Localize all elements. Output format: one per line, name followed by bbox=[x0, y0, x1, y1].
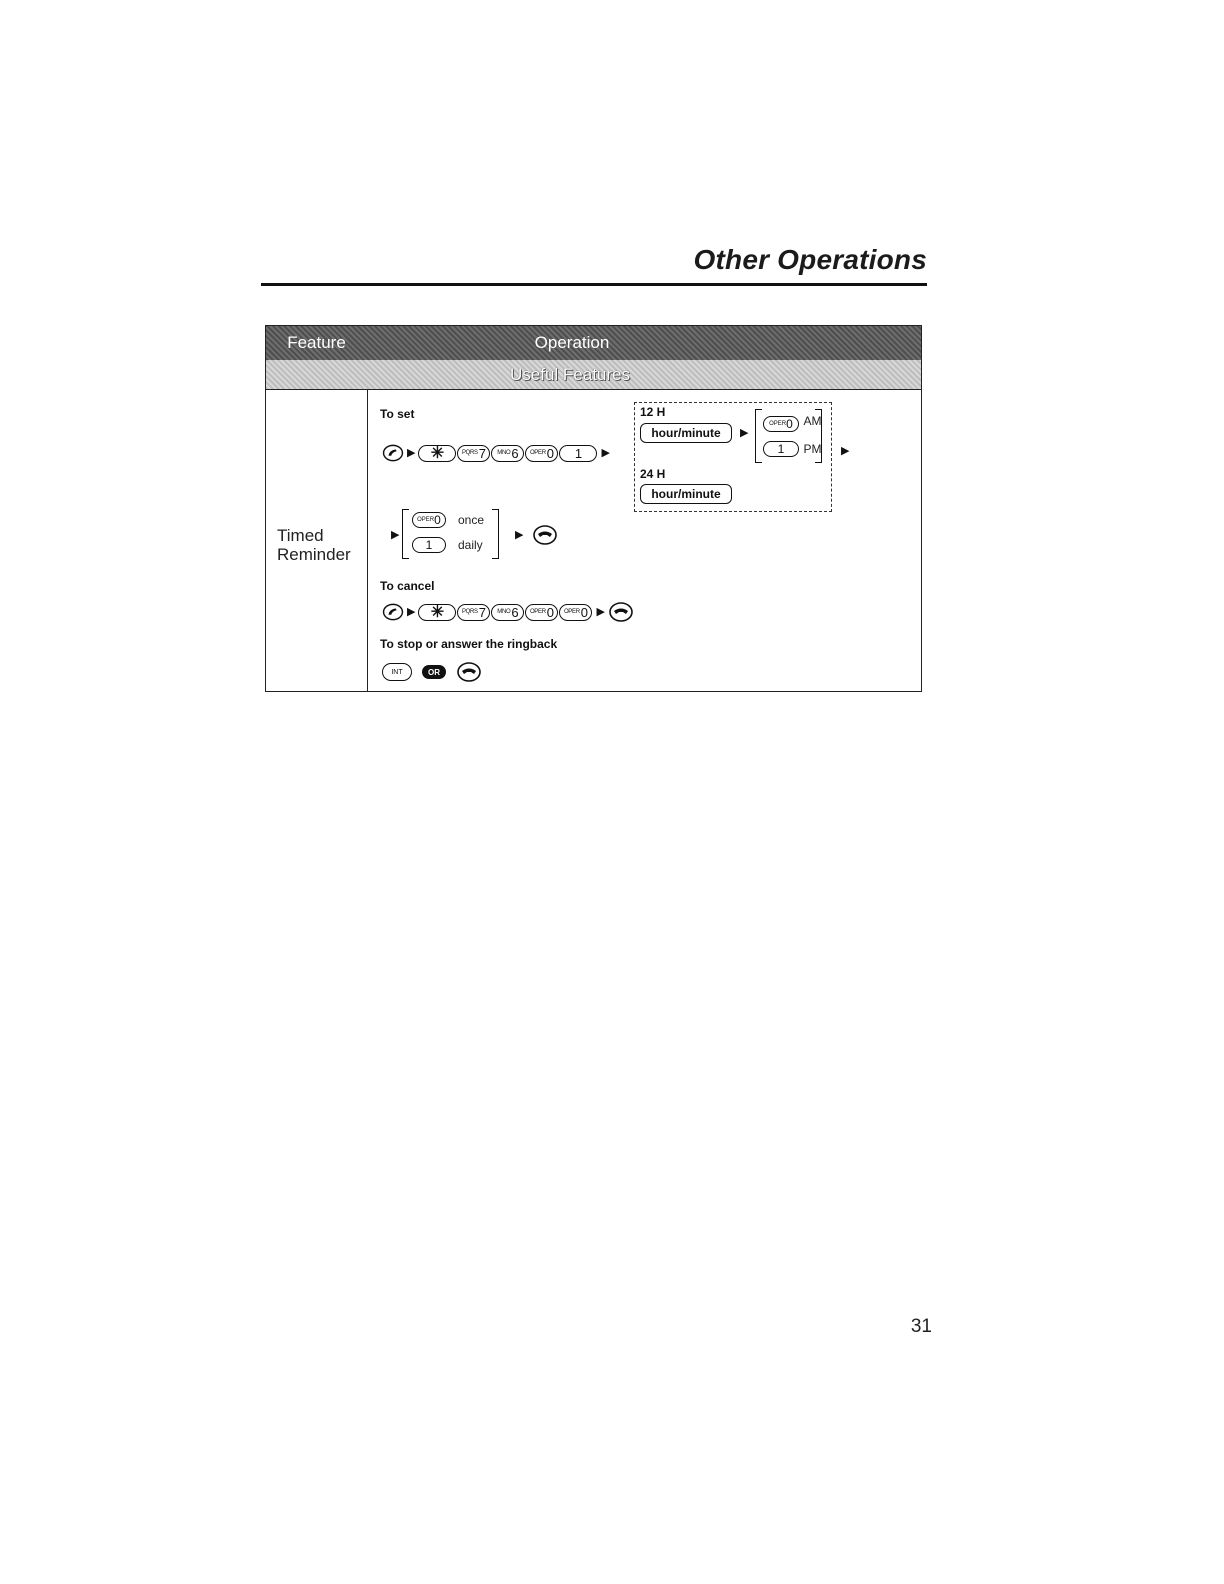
feature-name-line-1: Timed bbox=[277, 526, 324, 545]
column-divider bbox=[367, 390, 368, 691]
section-title: Useful Features bbox=[510, 365, 630, 384]
to-cancel-sequence bbox=[382, 601, 634, 623]
triangle-right-icon: ▶ bbox=[740, 427, 749, 439]
key-6: MNO 6 bbox=[491, 445, 524, 462]
key-1: 1 bbox=[412, 537, 446, 553]
triangle-right-icon: ▶ bbox=[407, 446, 416, 459]
key-7: PQRS 7 bbox=[457, 445, 490, 462]
triangle-right-icon: ▶ bbox=[407, 605, 416, 618]
page-number: 31 bbox=[910, 1316, 932, 1337]
hour-minute-12h: hour/minute bbox=[640, 423, 732, 443]
hour-minute-24h: hour/minute bbox=[640, 484, 732, 504]
to-set-label: To set bbox=[380, 407, 415, 421]
key-0: OPER 0 bbox=[525, 445, 558, 462]
triangle-right-icon: ▶ bbox=[391, 529, 400, 541]
key-star: ✳ bbox=[418, 604, 456, 621]
key-star: ✳ bbox=[418, 445, 456, 462]
am-label: AM bbox=[803, 414, 822, 428]
key-int: INT bbox=[382, 663, 412, 681]
phone-off-icon bbox=[532, 524, 558, 546]
bracket-left bbox=[402, 509, 409, 559]
pm-option bbox=[763, 440, 821, 458]
daily-label: daily bbox=[458, 538, 483, 552]
key-0: OPER 0 bbox=[763, 416, 799, 432]
bracket-left bbox=[755, 409, 762, 463]
triangle-right-icon: ▶ bbox=[515, 529, 524, 541]
key-1: 1 bbox=[559, 445, 597, 462]
12h-label: 12 H bbox=[640, 405, 666, 419]
key-0: OPER 0 bbox=[525, 604, 558, 621]
phone-off-icon bbox=[456, 661, 482, 683]
triangle-right-icon: ▶ bbox=[596, 605, 605, 618]
phone-off-icon bbox=[608, 601, 634, 623]
feature-name bbox=[277, 526, 351, 564]
bracket-right bbox=[815, 409, 822, 463]
key-7: PQRS 7 bbox=[457, 604, 490, 621]
feature-name-line-2: Reminder bbox=[277, 545, 351, 564]
page-title: Other Operations bbox=[693, 244, 927, 275]
daily-option bbox=[412, 537, 483, 553]
to-stop-sequence bbox=[382, 661, 482, 683]
24h-label: 24 H bbox=[640, 467, 666, 481]
triangle-right-icon: ▶ bbox=[841, 445, 850, 457]
phone-talk-icon bbox=[382, 444, 404, 462]
key-6: MNO 6 bbox=[491, 604, 524, 621]
key-1: 1 bbox=[763, 441, 799, 457]
am-option bbox=[763, 412, 821, 432]
to-cancel-label: To cancel bbox=[380, 579, 435, 593]
once-label: once bbox=[458, 513, 485, 527]
title-rule bbox=[261, 283, 927, 286]
once-option bbox=[412, 512, 484, 528]
key-0: OPER 0 bbox=[412, 512, 446, 528]
bracket-right bbox=[492, 509, 499, 559]
header-operation: Operation bbox=[534, 333, 610, 352]
key-0: OPER 0 bbox=[559, 604, 592, 621]
or-badge: OR bbox=[422, 665, 446, 679]
header-feature: Feature bbox=[287, 333, 346, 352]
triangle-right-icon: ▶ bbox=[601, 446, 610, 459]
phone-talk-icon bbox=[382, 603, 404, 621]
to-set-sequence bbox=[382, 444, 613, 462]
to-stop-label: To stop or answer the ringback bbox=[380, 637, 558, 651]
pm-label: PM bbox=[803, 442, 822, 456]
